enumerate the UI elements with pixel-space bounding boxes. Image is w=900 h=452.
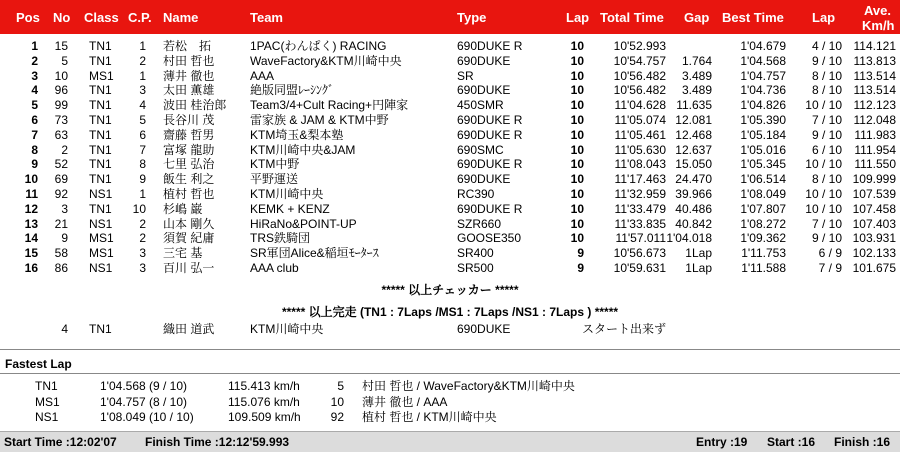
fastest-lap-title: Fastest Lap [5,357,72,371]
cell-best-lap: 7 / 9 [818,260,842,275]
fastest-row [0,410,900,425]
fastest-no: 92 [330,410,344,424]
footer-bar [0,431,900,452]
cell-cp: 10 [132,201,146,216]
cell-best-lap: 10 / 10 [805,201,842,216]
cell-pos: 7 [31,127,38,142]
table-row [0,54,900,69]
cell-team: 絶版同盟ﾚｰｼﾝｸﾞ [250,83,335,98]
table-row [0,202,900,217]
cell-class: TN1 [89,142,112,157]
cell-ave: 109.999 [852,172,896,187]
cell-ave: 111.550 [854,157,896,172]
results-table [0,39,900,276]
cell-type: 690DUKE R [457,157,523,172]
cell-pos: 12 [24,201,38,216]
cell-lap: 9 [577,246,584,261]
col-best-lap: Lap [812,10,836,25]
cell-gap: 12.081 [675,112,712,127]
cell-best-lap: 7 / 10 [811,216,842,231]
cell-name: 七里 弘治 [163,157,215,172]
cell-cp: 2 [139,53,146,68]
fastest-speed: 109.509 km/h [228,410,301,424]
cell-total-time: 11'17.463 [614,172,666,187]
cell-pos: 5 [31,98,38,113]
cell-best-time: 1'04.568 [740,53,786,68]
table-row [0,261,900,276]
cell-pos: 9 [31,157,38,172]
finish-count: Finish :16 [834,435,891,449]
cell-gap: 12.637 [675,142,712,157]
cell-no: 58 [54,246,68,261]
dns-row [0,322,900,337]
fastest-speed: 115.413 km/h [228,379,300,393]
fastest-time: 1'04.568 (9 / 10) [100,379,188,393]
cell-name: 薄井 徹也 [163,68,215,83]
table-row [0,39,900,54]
cell-ave: 113.514 [853,68,896,83]
cell-lap: 10 [570,83,584,98]
cell-total-time: 10'54.757 [613,53,666,68]
cell-no: 96 [54,83,68,98]
cell-best-lap: 9 / 10 [811,127,842,142]
cell-type: SR500 [457,260,494,275]
col-kmh: Km/h [862,18,895,33]
table-row [0,113,900,128]
cell-name: 若松 拓 [163,39,212,53]
cell-lap: 10 [570,231,584,246]
fastest-time: 1'08.049 (10 / 10) [100,410,194,424]
cell-team: 1PAC(わんぱく) RACING [250,39,387,53]
fastest-time: 1'04.757 (8 / 10) [100,395,188,409]
cell-lap: 10 [570,98,584,113]
table-row [0,231,900,246]
start-time: Start Time :12:02'07 [4,435,117,449]
cell-team: KTM埼玉&梨本塾 [250,127,344,142]
cell-name: 飯生 利之 [163,172,215,187]
cell-cp: 3 [139,260,146,275]
cell-best-time: 1'04.757 [740,68,786,83]
cell-type: 450SMR [457,98,504,113]
cell-name: 植村 哲也 [163,186,215,201]
cell-gap: 3.489 [681,68,712,83]
cell-best-time: 1'05.184 [740,127,786,142]
cell-gap: 15.050 [675,157,712,172]
fastest-no: 10 [330,395,344,409]
cell-ave: 102.133 [852,246,896,261]
cell-type: 690DUKE R [457,127,523,142]
entry-count: Entry :19 [696,435,748,449]
cell-team: AAA club [250,260,299,275]
cell-gap: 1'04.018 [666,231,712,246]
cell-lap: 10 [570,186,584,201]
table-row [0,187,900,202]
cell-no: 92 [54,186,68,201]
results-header [0,0,900,34]
cell-type: 690DUKE [457,83,511,98]
cell-cp: 2 [139,231,146,246]
cell-pos: 2 [31,53,38,68]
checker-note: ***** 以上チェッカー ***** [381,283,519,297]
cell-cp: 5 [139,112,146,127]
cell-total-time: 10'56.482 [613,83,666,98]
cell-type: 690SMC [457,142,504,157]
cell-name: 富塚 龍助 [163,142,215,157]
table-row [0,172,900,187]
cell-class: MS1 [89,68,114,83]
cell-total-time: 10'56.673 [613,246,666,261]
cell-type: 690DUKE [457,172,511,187]
cell-best-lap: 6 / 10 [811,142,842,157]
cell-ave: 113.514 [853,83,896,98]
fastest-row [0,379,900,394]
cell-cp: 6 [139,127,146,142]
cell-ave: 103.931 [852,231,896,246]
cell-ave: 111.954 [854,142,896,157]
fastest-class: TN1 [35,379,58,393]
cell-best-lap: 6 / 9 [818,246,842,261]
cell-team: WaveFactory&KTM川崎中央 [250,53,402,68]
fastest-class: MS1 [35,395,60,409]
table-row [0,246,900,261]
cell-lap: 10 [570,142,584,157]
cell-gap: 11.635 [676,98,712,113]
cell-class: TN1 [89,172,112,187]
cell-total-time: 11'08.043 [614,157,666,172]
col-lap: Lap [566,10,590,25]
cell-gap: 1Lap [685,246,712,261]
cell-team: AAA [250,68,275,83]
fastest-no: 5 [337,379,344,393]
cell-team: Team3/4+Cult Racing+円陣家 [250,98,409,113]
cell-cp: 3 [139,246,146,261]
cell-cp: 4 [139,98,146,113]
cell-class: MS1 [89,231,114,246]
cell-gap: 12.468 [675,127,712,142]
cell-gap: 40.842 [675,216,712,231]
cell-pos: 14 [24,231,38,246]
cell-best-lap: 10 / 10 [805,157,842,172]
cell-best-lap: 10 / 10 [805,98,842,113]
col-total-time: Total Time [600,10,664,25]
cell-cp: 1 [139,186,146,201]
cell-pos: 15 [24,246,38,261]
cell-team: KTM川崎中央 [250,186,324,201]
cell-best-time: 1'04.736 [740,83,786,98]
col-pos: Pos [16,10,40,25]
col-no: No [53,10,71,25]
cell-ave: 107.403 [852,216,896,231]
cell-gap: 3.489 [681,83,712,98]
cell-total-time: 11'33.479 [614,201,666,216]
cell-pos: 16 [24,260,38,275]
cell-name: 太田 薫雄 [163,83,215,98]
dns-status: スタート出来ず [582,322,667,336]
cell-total-time: 11'05.461 [614,127,666,142]
cell-pos: 13 [24,216,38,231]
cell-best-time: 1'05.390 [740,112,786,127]
cell-ave: 107.539 [852,186,896,201]
cell-type: SZR660 [457,216,502,231]
cell-best-time: 1'07.807 [740,201,786,216]
cell-lap: 10 [570,216,584,231]
cell-no: 69 [54,172,68,187]
cell-total-time: 11'04.628 [614,98,666,113]
cell-type: 690DUKE [457,53,511,68]
cell-best-lap: 9 / 10 [811,53,842,68]
col-team: Team [250,10,283,25]
cell-no: 5 [61,53,68,68]
cell-best-lap: 7 / 10 [811,112,842,127]
cell-total-time: 10'56.482 [613,68,666,83]
finish-time: Finish Time :12:12'59.993 [145,435,290,449]
cell-lap: 10 [570,172,584,187]
cell-class: TN1 [89,53,112,68]
col-gap: Gap [684,10,710,25]
cell-best-lap: 8 / 10 [811,172,842,187]
cell-total-time: 11'05.630 [614,142,666,157]
cell-cp: 9 [139,172,146,187]
cell-name: 山本 剛久 [163,216,215,231]
cell-gap: 1.764 [681,53,712,68]
cell-team: KTM川崎中央&JAM [250,142,356,157]
table-row [0,157,900,172]
cell-best-time: 1'04.679 [740,39,786,53]
cell-lap: 9 [577,260,584,275]
cell-best-time: 1'06.514 [740,172,786,187]
cell-no: 15 [54,39,68,53]
cell-type: 690DUKE R [457,112,523,127]
cell-no: 73 [54,112,68,127]
cell-name: 須賀 紀庸 [163,231,215,246]
cell-ave: 112.123 [853,98,896,113]
cell-class: TN1 [89,39,112,53]
finish-note: ***** 以上完走 (TN1 : 7Laps /MS1 : 7Laps /NS1 : 7Laps ) ***** [281,305,619,319]
cell-gap: 39.966 [675,186,712,201]
cell-best-time: 1'11.588 [741,260,786,275]
fastest-class: NS1 [35,410,59,424]
cell-best-lap: 4 / 10 [811,39,842,53]
cell-lap: 10 [570,201,584,216]
cell-team: 雷家族 & JAM & KTM中野 [250,112,389,127]
cell-name: 長谷川 茂 [163,112,215,127]
cell-no: 63 [54,127,68,142]
divider [0,349,900,350]
cell-class: TN1 [89,201,112,216]
cell-type: SR [457,68,474,83]
cell-no: 86 [54,260,68,275]
fastest-rider: 植村 哲也 / KTM川崎中央 [362,410,497,424]
cell-total-time: 10'59.631 [613,260,666,275]
cell-cp: 1 [139,68,146,83]
cell-ave: 114.121 [853,39,896,53]
cell-type: RC390 [457,186,495,201]
dns-class: TN1 [89,322,112,336]
cell-ave: 107.458 [852,201,896,216]
cell-lap: 10 [570,68,584,83]
cell-best-lap: 10 / 10 [805,186,842,201]
cell-best-time: 1'04.826 [740,98,786,113]
cell-class: TN1 [89,127,112,142]
cell-gap: 1Lap [685,260,712,275]
fastest-row [0,395,900,410]
cell-no: 21 [54,216,68,231]
cell-best-time: 1'05.345 [740,157,786,172]
cell-pos: 1 [31,39,38,53]
cell-team: TRS鉄騎団 [250,231,311,246]
cell-best-time: 1'05.016 [740,142,786,157]
cell-name: 百川 弘一 [163,260,215,275]
table-row [0,83,900,98]
cell-no: 99 [54,98,68,113]
cell-type: 690DUKE R [457,201,523,216]
cell-ave: 112.048 [853,112,896,127]
cell-name: 波田 桂治郎 [163,98,227,113]
cell-gap: 24.470 [675,172,712,187]
cell-class: TN1 [89,112,112,127]
cell-total-time: 11'57.011 [615,231,666,246]
col-name: Name [163,10,199,25]
cell-total-time: 11'32.959 [614,186,666,201]
cell-type: SR400 [457,246,494,261]
cell-lap: 10 [570,127,584,142]
cell-class: NS1 [89,260,113,275]
cell-team: KTM中野 [250,157,300,172]
cell-best-lap: 8 / 10 [811,68,842,83]
divider [0,373,900,374]
cell-cp: 8 [139,157,146,172]
fastest-speed: 115.076 km/h [228,395,300,409]
fastest-rider: 薄井 徹也 / AAA [362,395,448,409]
col-cp: C.P. [128,10,152,25]
cell-type: GOOSE350 [457,231,522,246]
cell-best-time: 1'08.272 [740,216,786,231]
cell-team: HiRaNo&POINT-UP [250,216,357,231]
dns-type: 690DUKE [457,322,511,336]
table-row [0,217,900,232]
dns-no: 4 [61,322,68,336]
cell-total-time: 11'05.074 [614,112,666,127]
cell-lap: 10 [570,112,584,127]
cell-pos: 4 [31,83,38,98]
dns-team: KTM川崎中央 [250,322,324,336]
fastest-rider: 村田 哲也 / WaveFactory&KTM川崎中央 [362,379,575,393]
cell-class: MS1 [89,246,114,261]
table-row [0,143,900,158]
cell-best-time: 1'11.753 [741,246,786,261]
cell-lap: 10 [570,157,584,172]
cell-pos: 11 [25,186,38,201]
cell-team: SR軍団Alice&稲垣ﾓｰﾀｰｽ [250,246,379,261]
cell-no: 52 [54,157,68,172]
cell-no: 9 [61,231,68,246]
cell-best-lap: 9 / 10 [811,231,842,246]
cell-pos: 6 [31,112,38,127]
table-row [0,98,900,113]
start-count: Start :16 [767,435,816,449]
col-class: Class [84,10,119,25]
cell-name: 村田 哲也 [163,53,215,68]
cell-class: TN1 [89,98,112,113]
cell-no: 10 [54,68,68,83]
col-best-time: Best Time [722,10,784,25]
cell-total-time: 10'52.993 [613,39,666,53]
cell-total-time: 11'33.835 [614,216,666,231]
cell-team: 平野運送 [250,172,299,187]
cell-lap: 10 [570,53,584,68]
cell-best-time: 1'08.049 [740,186,786,201]
cell-type: 690DUKE R [457,39,523,53]
col-ave: Ave. [864,3,891,18]
cell-cp: 2 [139,216,146,231]
cell-ave: 111.983 [854,127,896,142]
col-type: Type [457,10,487,25]
cell-cp: 3 [139,83,146,98]
cell-pos: 8 [31,142,38,157]
cell-class: TN1 [89,157,112,172]
cell-cp: 1 [139,39,146,53]
cell-team: KEMK + KENZ [250,201,330,216]
cell-gap: 40.486 [675,201,712,216]
cell-best-time: 1'09.362 [740,231,786,246]
table-row [0,128,900,143]
cell-no: 3 [61,201,68,216]
cell-name: 杉嶋 巌 [163,201,203,216]
cell-pos: 10 [24,172,38,187]
dns-name: 織田 道武 [163,322,215,336]
cell-name: 三宅 基 [163,246,203,261]
cell-class: TN1 [89,83,112,98]
cell-lap: 10 [570,39,584,53]
cell-ave: 101.675 [852,260,896,275]
cell-cp: 7 [139,142,146,157]
cell-no: 2 [61,142,68,157]
cell-pos: 3 [31,68,38,83]
cell-class: NS1 [89,216,113,231]
cell-class: NS1 [89,186,113,201]
cell-name: 齋藤 哲男 [163,127,215,142]
cell-best-lap: 8 / 10 [811,83,842,98]
table-row [0,69,900,84]
cell-ave: 113.813 [853,53,896,68]
